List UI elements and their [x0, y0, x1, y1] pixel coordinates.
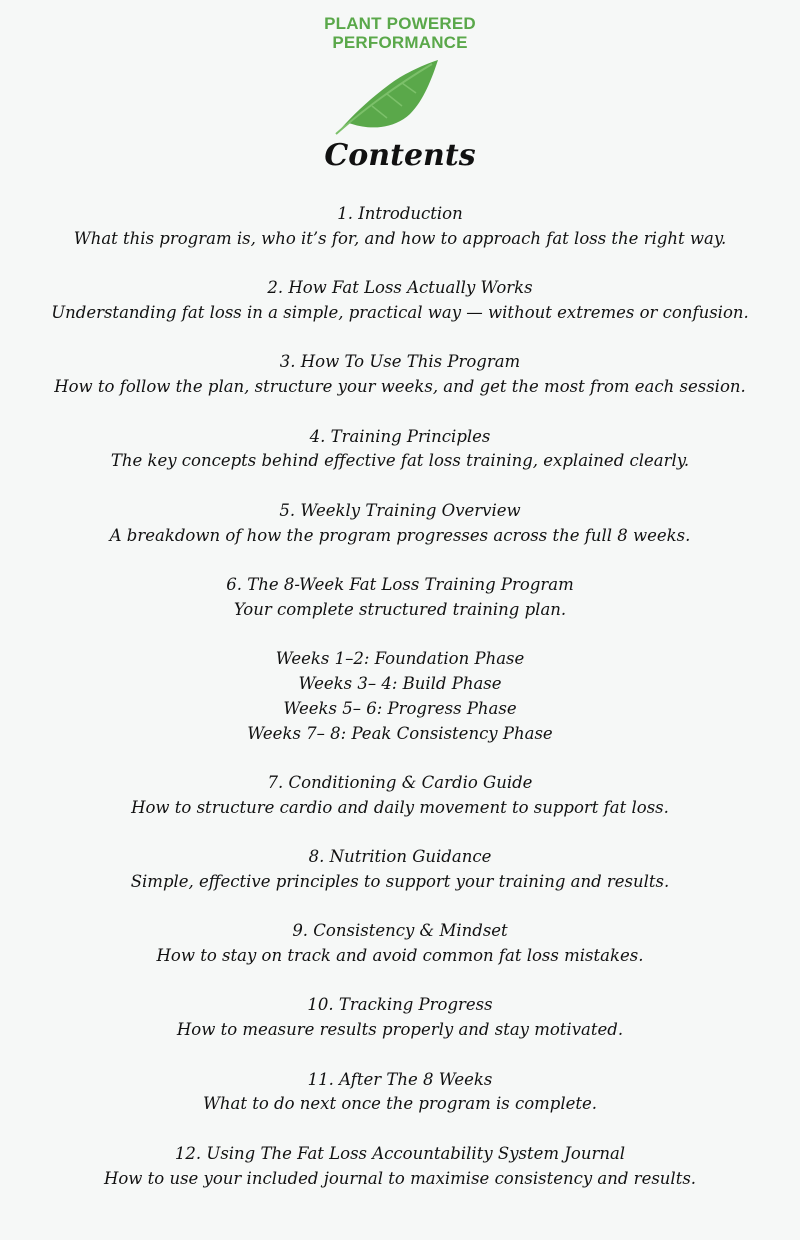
entry-title: 9. Consistency & Mindset — [292, 921, 508, 941]
toc-entry — [0, 845, 800, 895]
toc-entry — [0, 771, 800, 821]
entry-description: How to stay on track and avoid common fat loss mistakes. — [156, 946, 644, 966]
toc-entry — [0, 202, 800, 252]
toc-entry — [0, 1142, 800, 1192]
week-phase: Weeks 1–2: Foundation Phase — [275, 649, 525, 669]
entry-description: How to measure results properly and stay motivated. — [176, 1020, 624, 1040]
entry-title: 6. The 8-Week Fat Loss Training Program — [226, 574, 574, 594]
entry-title: 7. Conditioning & Cardio Guide — [267, 772, 533, 792]
toc-entry — [0, 573, 800, 623]
week-phase: Weeks 5– 6: Progress Phase — [283, 698, 517, 718]
toc-entry — [0, 276, 800, 326]
entry-title: 11. After The 8 Weeks — [307, 1069, 493, 1089]
entry-title: 8. Nutrition Guidance — [308, 847, 492, 867]
weeks-list — [0, 647, 800, 746]
entry-description: How to follow the plan, structure your weeks, and get the most from each session. — [54, 377, 746, 397]
entry-description: What to do next once the program is complete. — [202, 1094, 598, 1114]
entry-description: How to structure cardio and daily movement to support fat loss. — [131, 797, 669, 817]
toc-entry — [0, 425, 800, 475]
entry-description: Your complete structured training plan. — [233, 599, 567, 619]
entry-title: 5. Weekly Training Overview — [279, 500, 521, 520]
entry-description: How to use your included journal to maximise consistency and results. — [103, 1168, 697, 1188]
entry-description: Understanding fat loss in a simple, practical way — without extremes or confusion. — [51, 302, 749, 322]
entry-title: 3. How To Use This Program — [279, 352, 521, 372]
brand-line-2: PERFORMANCE — [332, 33, 468, 52]
toc-entry — [0, 350, 800, 400]
entry-title: 10. Tracking Progress — [307, 995, 493, 1015]
week-phase: Weeks 7– 8: Peak Consistency Phase — [247, 723, 553, 743]
leaf-icon — [332, 56, 442, 136]
table-of-contents — [0, 202, 800, 1216]
toc-entry — [0, 499, 800, 549]
toc-entry — [0, 993, 800, 1043]
entry-description: A breakdown of how the program progresses across the full 8 weeks. — [109, 525, 691, 545]
brand-logo — [0, 14, 800, 52]
entry-title: 12. Using The Fat Loss Accountability System Journal — [174, 1143, 626, 1163]
week-phase: Weeks 3– 4: Build Phase — [298, 673, 502, 693]
brand-line-1: PLANT POWERED — [324, 14, 476, 33]
toc-entry — [0, 1068, 800, 1118]
entry-title: 4. Training Principles — [309, 426, 491, 446]
entry-description: Simple, effective principles to support your training and results. — [130, 871, 670, 891]
entry-description: The key concepts behind effective fat loss training, explained clearly. — [110, 451, 690, 471]
entry-description: What this program is, who it’s for, and how to approach fat loss the right way. — [73, 228, 727, 248]
entry-title: 1. Introduction — [337, 204, 463, 223]
page-title: Contents — [324, 138, 476, 173]
toc-entry — [0, 919, 800, 969]
entry-title: 2. How Fat Loss Actually Works — [267, 278, 533, 298]
